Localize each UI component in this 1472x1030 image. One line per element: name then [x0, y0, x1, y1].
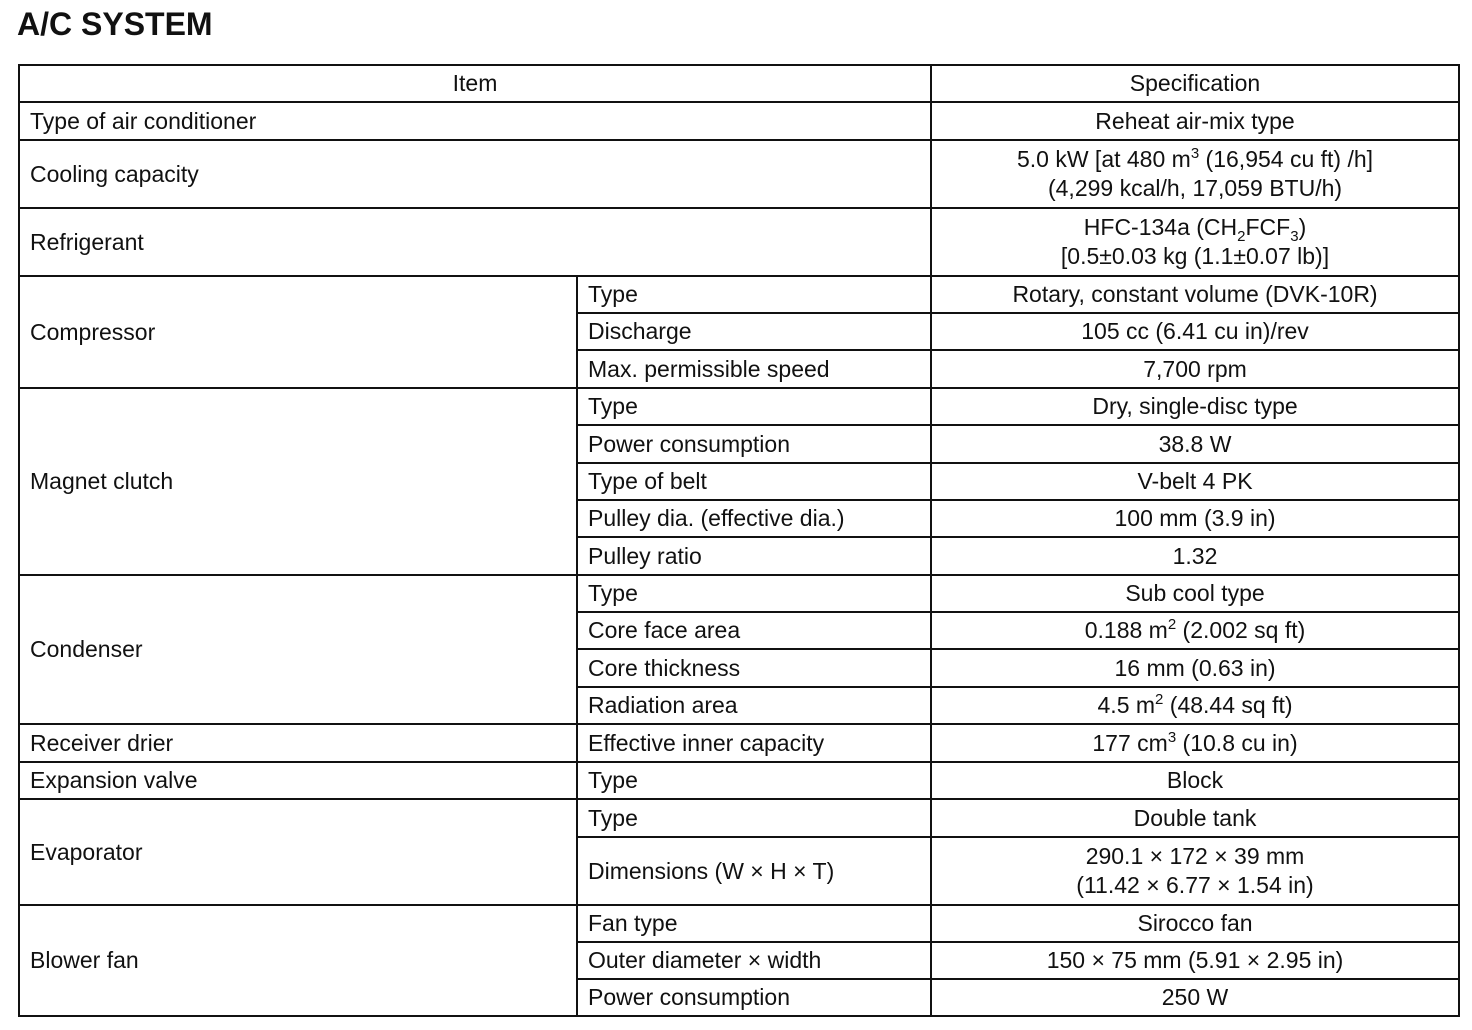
table-row — [19, 208, 1459, 276]
compressor-speed-value: 7,700 rpm — [931, 350, 1459, 388]
clutch-pulley-dia-label: Pulley dia. (effective dia.) — [577, 500, 931, 537]
item-blower-fan: Blower fan — [19, 905, 577, 1016]
table-row — [19, 799, 1459, 837]
spec-type-of-air-conditioner: Reheat air-mix type — [931, 102, 1459, 140]
table-row — [19, 140, 1459, 208]
clutch-power-value: 38.8 W — [931, 425, 1459, 463]
item-evaporator: Evaporator — [19, 799, 577, 905]
receiver-capacity-label: Effective inner capacity — [577, 724, 931, 762]
item-refrigerant: Refrigerant — [19, 208, 931, 276]
page-title: A/C SYSTEM — [17, 6, 213, 42]
condenser-core-thickness-value: 16 mm (0.63 in) — [931, 649, 1459, 687]
condenser-type-label: Type — [577, 575, 931, 612]
clutch-pulley-ratio-value: 1.32 — [931, 537, 1459, 575]
table-row — [19, 102, 1459, 140]
table-row — [19, 388, 1459, 425]
compressor-discharge-label: Discharge — [577, 313, 931, 350]
blower-outer-label: Outer diameter × width — [577, 942, 931, 979]
blower-outer-value: 150 × 75 mm (5.91 × 2.95 in) — [931, 942, 1459, 979]
compressor-type-value: Rotary, constant volume (DVK-10R) — [931, 276, 1459, 313]
condenser-core-face-label: Core face area — [577, 612, 931, 649]
blower-fan-type-value: Sirocco fan — [931, 905, 1459, 942]
clutch-pulley-ratio-label: Pulley ratio — [577, 537, 931, 575]
clutch-type-label: Type — [577, 388, 931, 425]
expansion-type-label: Type — [577, 762, 931, 799]
evaporator-dimensions-value: 290.1 × 172 × 39 mm (11.42 × 6.77 × 1.54 in) — [931, 837, 1459, 905]
clutch-power-label: Power consumption — [577, 425, 931, 463]
item-cooling-capacity: Cooling capacity — [19, 140, 931, 208]
blower-power-label: Power consumption — [577, 979, 931, 1016]
condenser-radiation-label: Radiation area — [577, 687, 931, 724]
item-compressor: Compressor — [19, 276, 577, 388]
expansion-type-value: Block — [931, 762, 1459, 799]
spec-cooling-capacity: 5.0 kW [at 480 $m^3$ (16,954 cu ft) /h] (4,299 kcal/h, 17,059 BTU/h) — [931, 140, 1459, 208]
condenser-core-face-value: 0.188 $m^2$ (2.002 sq ft) — [931, 612, 1459, 649]
item-magnet-clutch: Magnet clutch — [19, 388, 577, 575]
header-specification: Specification — [931, 65, 1459, 102]
header-item: Item — [19, 65, 931, 102]
receiver-capacity-value: 177 $cm^3$ (10.8 cu in) — [931, 724, 1459, 762]
table-header-row — [19, 65, 1459, 102]
condenser-core-thickness-label: Core thickness — [577, 649, 931, 687]
spec-refrigerant: HFC-134a $(CH_2FCF_3)$ [0.5±0.03 kg (1.1±0.07 lb)] — [931, 208, 1459, 276]
blower-fan-type-label: Fan type — [577, 905, 931, 942]
evaporator-type-label: Type — [577, 799, 931, 837]
compressor-discharge-value: 105 cc (6.41 cu in)/rev — [931, 313, 1459, 350]
clutch-type-value: Dry, single-disc type — [931, 388, 1459, 425]
ac-spec-table — [18, 64, 1460, 1017]
evaporator-dimensions-label: Dimensions (W × H × T) — [577, 837, 931, 905]
compressor-speed-label: Max. permissible speed — [577, 350, 931, 388]
table-row — [19, 575, 1459, 612]
table-row — [19, 276, 1459, 313]
item-receiver-drier: Receiver drier — [19, 724, 577, 762]
clutch-belt-label: Type of belt — [577, 463, 931, 500]
clutch-pulley-dia-value: 100 mm (3.9 in) — [931, 500, 1459, 537]
blower-power-value: 250 W — [931, 979, 1459, 1016]
clutch-belt-value: V-belt 4 PK — [931, 463, 1459, 500]
table-row — [19, 905, 1459, 942]
evaporator-type-value: Double tank — [931, 799, 1459, 837]
item-expansion-valve: Expansion valve — [19, 762, 577, 799]
condenser-radiation-value: 4.5 $m^2$ (48.44 sq ft) — [931, 687, 1459, 724]
item-condenser: Condenser — [19, 575, 577, 724]
item-type-of-air-conditioner: Type of air conditioner — [19, 102, 931, 140]
table-row — [19, 724, 1459, 762]
compressor-type-label: Type — [577, 276, 931, 313]
table-row — [19, 762, 1459, 799]
condenser-type-value: Sub cool type — [931, 575, 1459, 612]
